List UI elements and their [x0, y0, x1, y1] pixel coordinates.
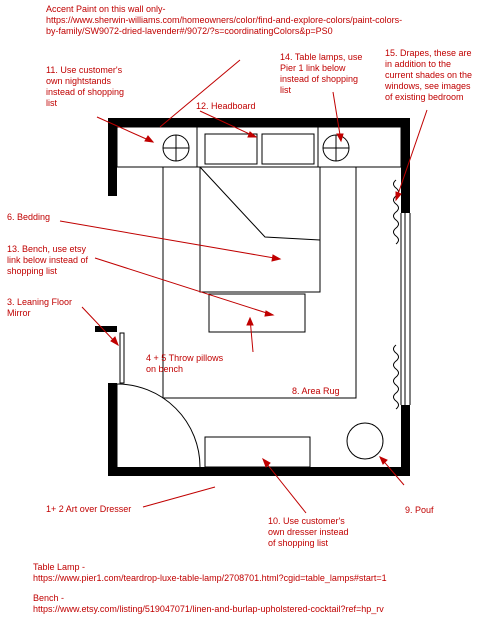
nightstand-right [318, 127, 401, 167]
table-lamp-link-label: Table Lamp - [33, 562, 86, 572]
wall-left-stub [95, 326, 117, 332]
table-lamp-link[interactable]: https://www.pier1.com/teardrop-luxe-table-lamp/2708701.html?cgid=table_lamps#start=1 [33, 573, 387, 583]
pouf [347, 423, 383, 459]
pouf-note: 9. Pouf [405, 505, 434, 515]
wall-left-lower [108, 383, 117, 476]
wall-left-upper [108, 118, 117, 196]
dresser-note: 10. Use customer's own dresser instead of shopping list [268, 516, 349, 548]
bench-link-label: Bench - [33, 593, 65, 603]
window [401, 213, 410, 405]
bed [200, 167, 320, 292]
wall-right-lower [401, 405, 410, 476]
nightstand-left [117, 127, 197, 167]
bedding-note: 6. Bedding [7, 212, 51, 222]
wall-top [108, 118, 410, 127]
mirror-note: 3. Leaning Floor Mirror [7, 297, 73, 318]
headboard-unit [117, 127, 401, 167]
nightstands-note: 11. Use customer's own nightstands instead of shopping list [46, 65, 125, 108]
bench [209, 294, 305, 332]
accent-paint-note: Accent Paint on this wall only- https://www.sherwin-williams.com/homeowners/color/find-and-explore-colors/paint-colors- by-family/SW9072-dried-lavender#/9072/?s=coordinatingColors&p=PS0 [46, 4, 403, 36]
drapes [394, 180, 399, 409]
lamp-right [323, 135, 349, 161]
lamp-left [163, 135, 189, 161]
table-lamps-note: 14. Table lamps, use Pier 1 link below instead of shopping list [280, 52, 363, 95]
art-note: 1+ 2 Art over Dresser [46, 504, 132, 514]
bench-note: 13. Bench, use etsy link below instead of shopping list [7, 244, 89, 276]
door [117, 384, 200, 467]
pillow-left [205, 134, 257, 164]
bench-link[interactable]: https://www.etsy.com/listing/519047071/linen-and-burlap-upholstered-cocktail?ref=hp_rv [33, 604, 384, 614]
wall-bottom [108, 467, 410, 476]
wall-right-upper [401, 118, 410, 213]
leaning-mirror [120, 333, 124, 383]
area-rug-note: 8. Area Rug [292, 386, 340, 396]
pillows-note: 4 + 5 Throw pillows on bench [146, 353, 224, 374]
headboard-note: 12. Headboard [196, 101, 256, 111]
dresser [205, 437, 310, 467]
pillow-right [262, 134, 314, 164]
drapes-note: 15. Drapes, these are in addition to the current shades on the windows, see images of existing bedroom [385, 48, 473, 102]
